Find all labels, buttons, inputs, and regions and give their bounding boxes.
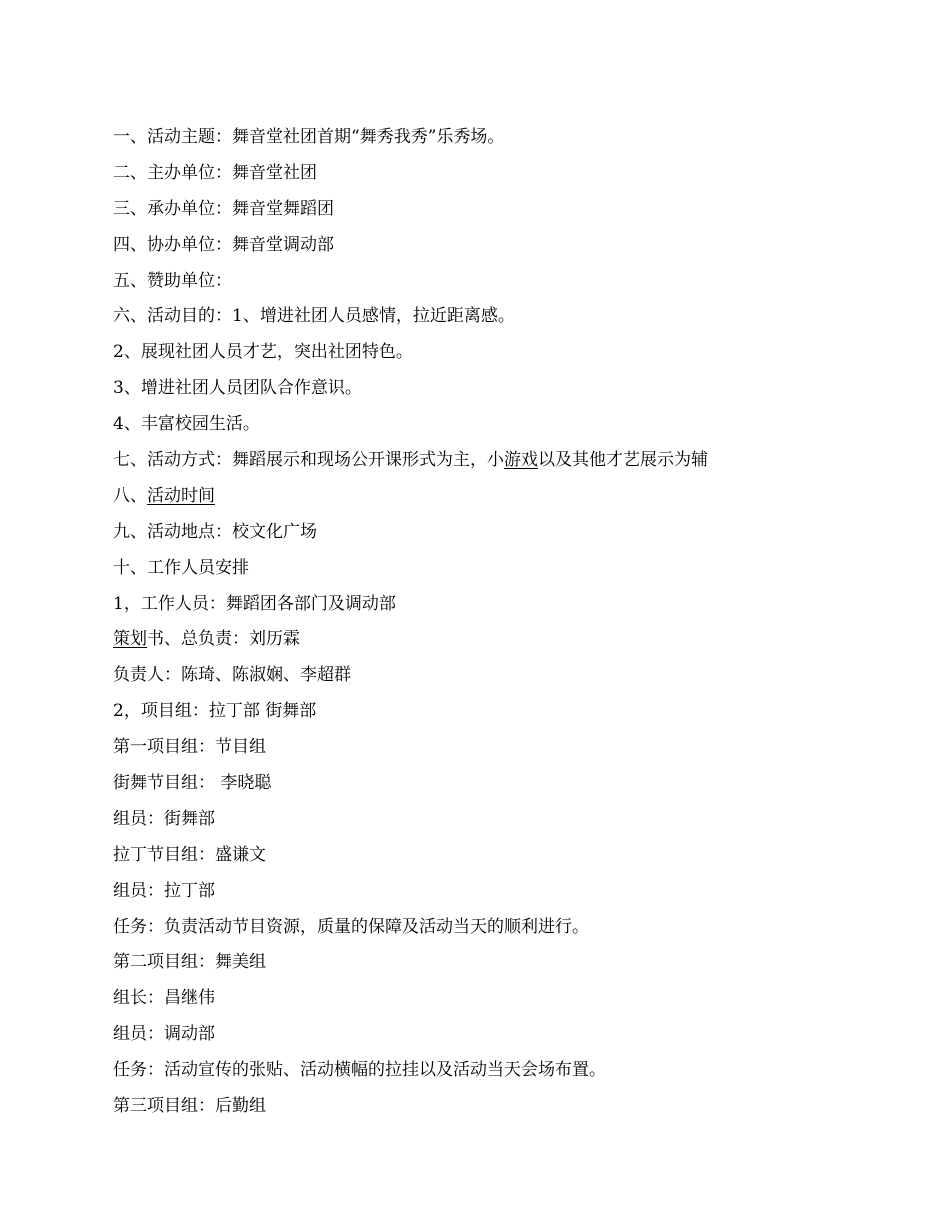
activity-time-link[interactable]: 活动时间 [147, 485, 215, 506]
location-line: 九、活动地点：校文化广场 [113, 521, 317, 542]
organizer-line: 二、主办单位：舞音堂社团 [113, 162, 317, 183]
planning-link[interactable]: 策划 [113, 629, 147, 650]
project-groups-line: 2，项目组：拉丁部 街舞部 [113, 701, 317, 722]
purpose-line-2: 2、展现社团人员才艺，突出社团特色。 [113, 342, 413, 363]
latin-program-line: 拉丁节目组：盛谦文 [113, 844, 266, 865]
group-3-heading: 第三项目组：后勤组 [113, 1096, 266, 1117]
co-organizer-line: 四、协办单位：舞音堂调动部 [113, 234, 334, 255]
group-1-heading: 第一项目组：节目组 [113, 737, 266, 758]
method-text-start: 七、活动方式：舞蹈展示和现场公开课形式为主，小 [113, 450, 504, 471]
group-1-task-line: 任务：负责活动节目资源，质量的保障及活动当天的顺利进行。 [113, 916, 589, 937]
planner-text: 书、总负责：刘历霖 [147, 629, 300, 650]
time-line [113, 479, 873, 515]
method-text-end: 以及其他才艺展示为辅 [538, 450, 708, 471]
sponsor-line: 五、赞助单位： [113, 270, 232, 291]
staff-line: 1，工作人员：舞蹈团各部门及调动部 [113, 593, 396, 614]
staff-heading: 十、工作人员安排 [113, 557, 249, 578]
time-label: 八、 [113, 485, 147, 506]
document-body [113, 120, 873, 1125]
game-link[interactable]: 游戏 [504, 450, 538, 471]
planner-line [113, 622, 873, 658]
group-2-leader-line: 组长：昌继伟 [113, 988, 215, 1009]
method-line [113, 443, 873, 479]
hiphop-members-line: 组员：街舞部 [113, 808, 215, 829]
purpose-line-4: 4、丰富校园生活。 [113, 414, 260, 435]
hiphop-program-line: 街舞节目组： 李晓聪 [113, 773, 272, 794]
latin-members-line: 组员：拉丁部 [113, 880, 215, 901]
purpose-line-1: 六、活动目的：1、增进社团人员感情，拉近距离感。 [113, 306, 515, 327]
theme-line: 一、活动主题：舞音堂社团首期“舞秀我秀”乐秀场。 [113, 127, 505, 147]
group-2-members-line: 组员：调动部 [113, 1024, 215, 1045]
purpose-line-3: 3、增进社团人员团队合作意识。 [113, 378, 362, 399]
group-2-heading: 第二项目组：舞美组 [113, 952, 266, 973]
undertaker-line: 三、承办单位：舞音堂舞蹈团 [113, 198, 334, 219]
responsible-line: 负责人：陈琦、陈淑娴、李超群 [113, 665, 351, 686]
group-2-task-line: 任务：活动宣传的张贴、活动横幅的拉挂以及活动当天会场布置。 [113, 1060, 606, 1081]
